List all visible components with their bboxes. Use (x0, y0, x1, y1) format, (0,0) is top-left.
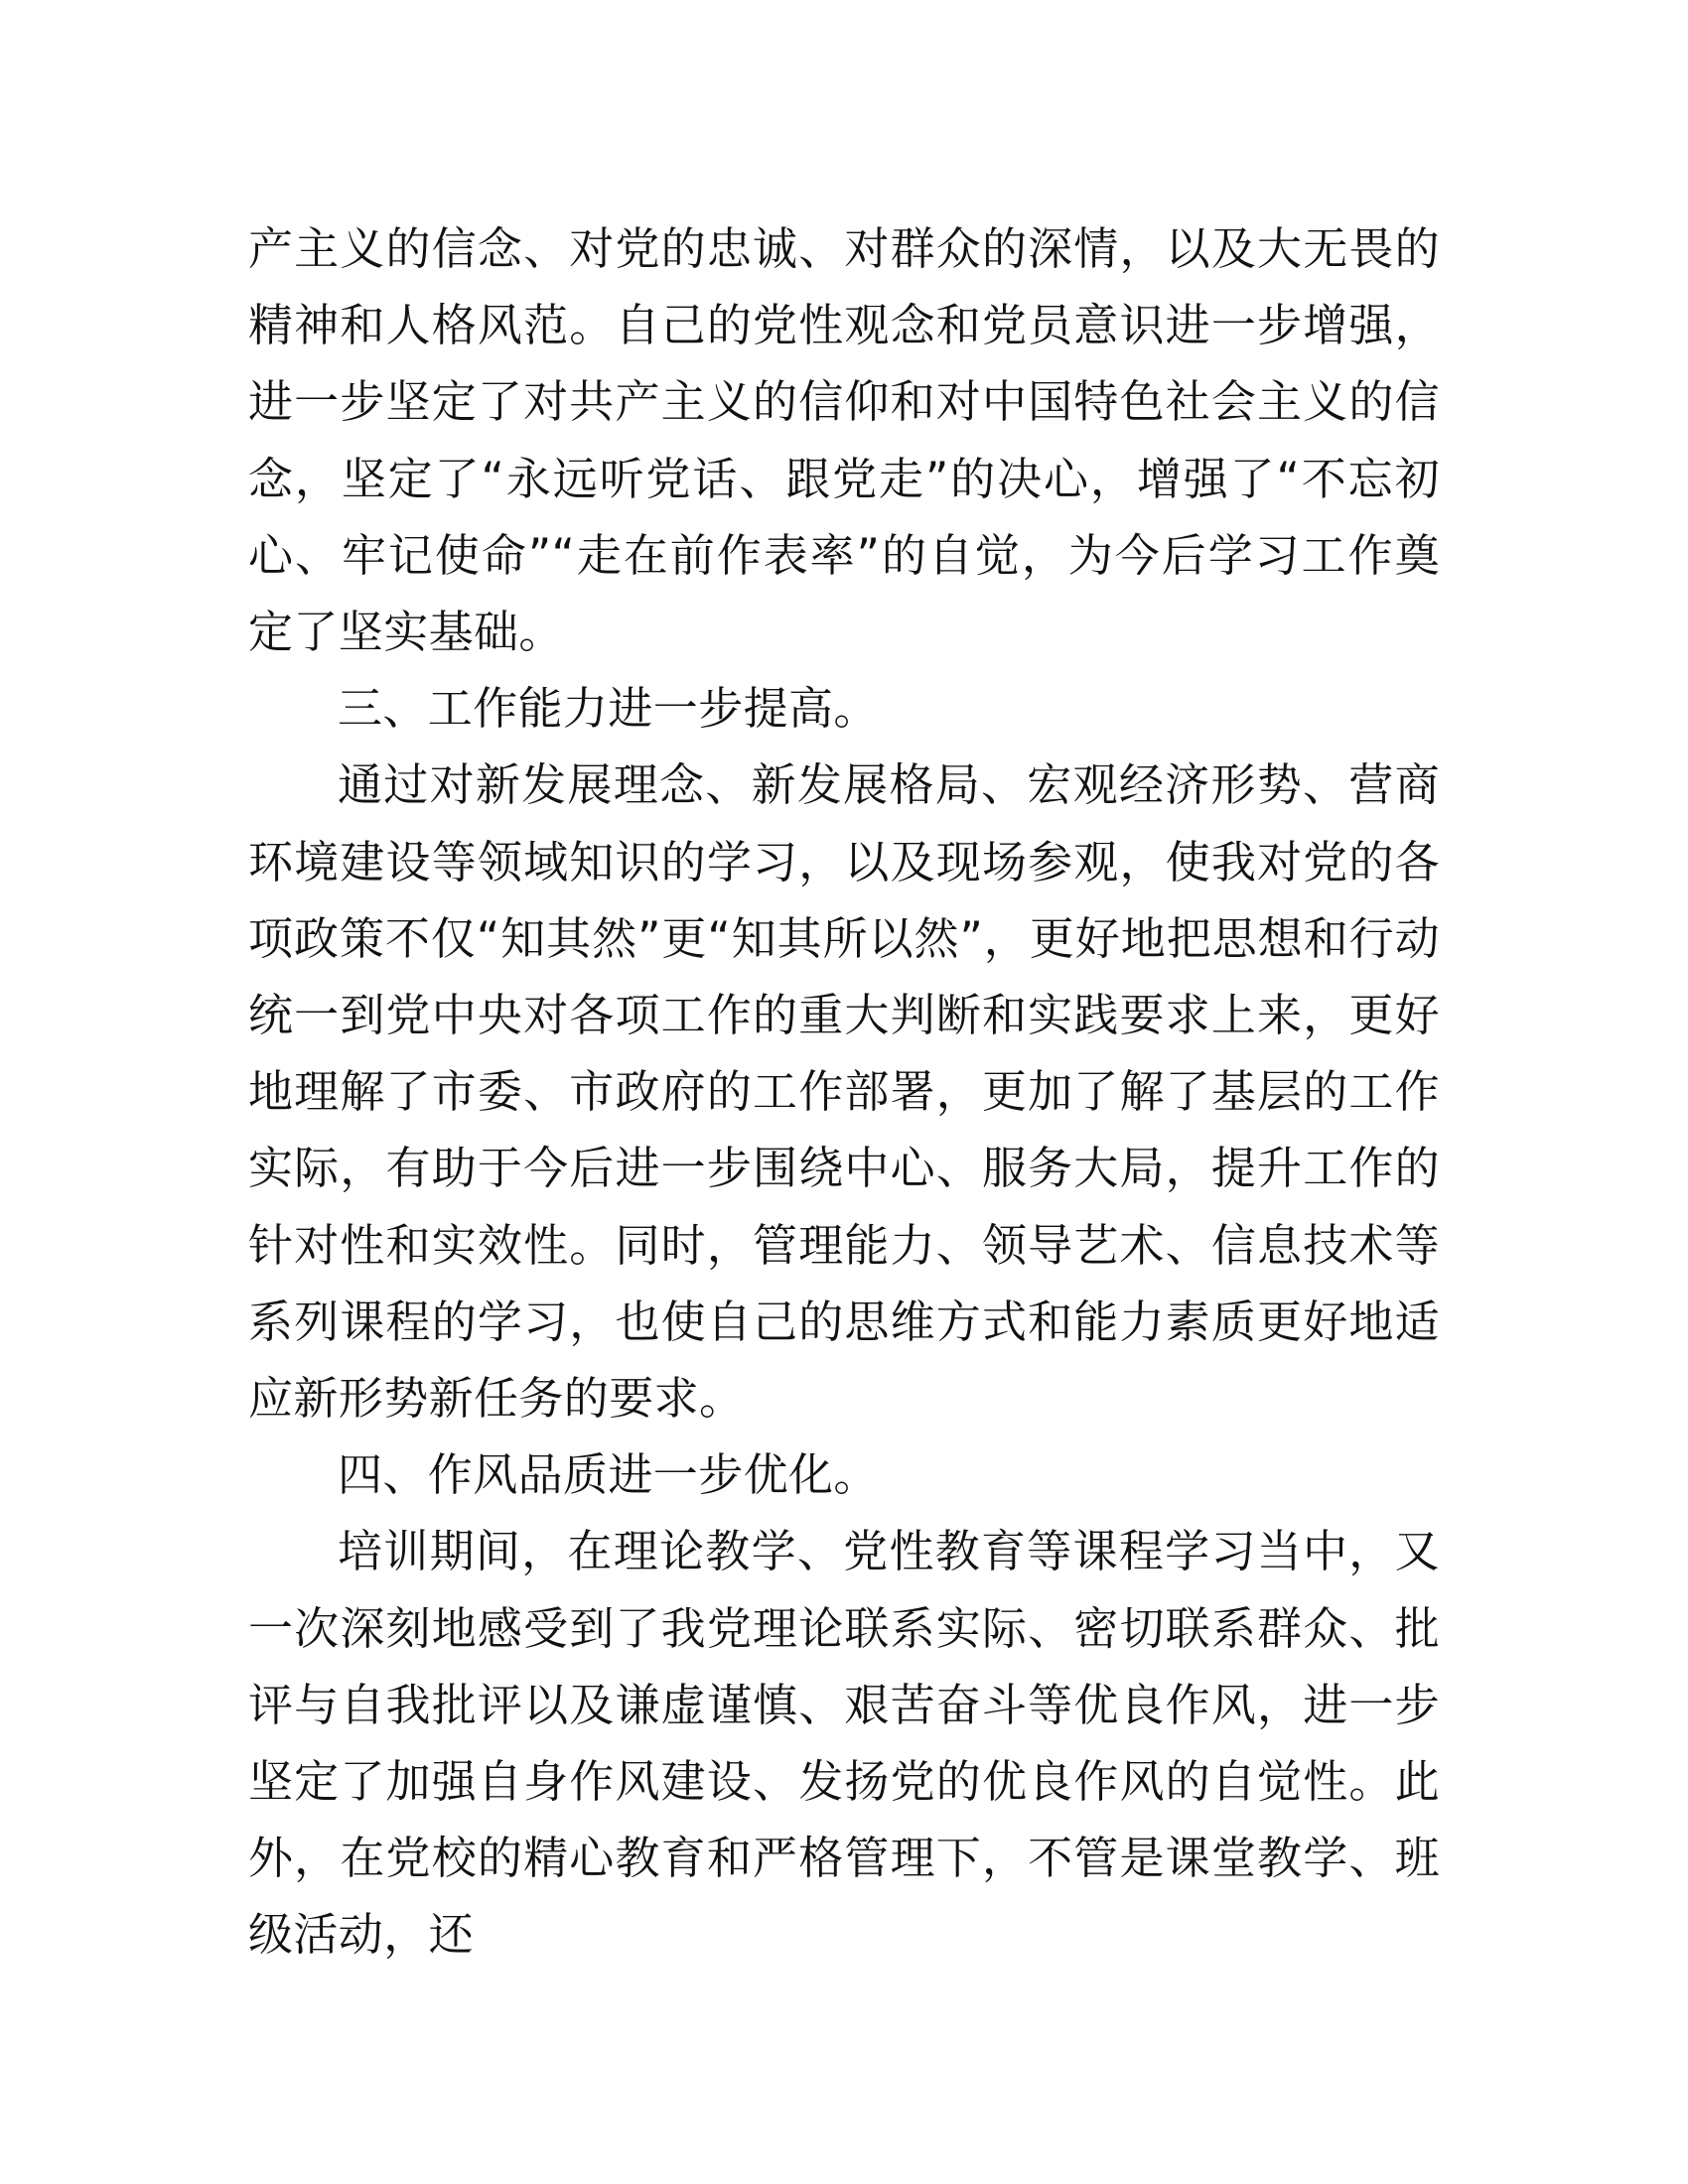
section-heading-4: 四、作风品质进一步优化。 (338, 1448, 879, 1502)
section-heading-3: 三、工作能力进一步提高。 (338, 682, 879, 736)
paragraph-work-style: 培训期间，在理论教学、党性教育等课程学习当中，又一次深刻地感受到了我党理论联系实际、密切联系群众、批评与自我批评以及谦虚谨慎、艰苦奋斗等优良作风，进一步坚定了加强自身作风建设、发扬党的优良作风的自觉性。此外，在党校的精心教育和严格管理下，不管是课堂教学、班级活动，还 (248, 1525, 1440, 1962)
paragraph-work-ability: 通过对新发展理念、新发展格局、宏观经济形势、营商环境建设等领域知识的学习，以及现场参观，使我对党的各项政策不仅“知其然”更“知其所以然”，更好地把思想和行动统一到党中央对各项工作的重大判断和实践要求上来，更好地理解了市委、市政府的工作部署，更加了解了基层的工作实际，有助于今后进一步围绕中心、服务大局，提升工作的针对性和实效性。同时，管理能力、领导艺术、信息技术等系列课程的学习，也使自己的思维方式和能力素质更好地适应新形势新任务的要求。 (248, 758, 1440, 1426)
paragraph-continuation: 产主义的信念、对党的忠诚、对群众的深情，以及大无畏的精神和人格风范。自己的党性观念和党员意识进一步增强，进一步坚定了对共产主义的信仰和对中国特色社会主义的信念，坚定了“永远听党话、跟党走”的决心，增强了“不忘初心、牢记使命”“走在前作表率”的自觉，为今后学习工作奠定了坚实基础。 (248, 222, 1440, 659)
document-body (248, 210, 1440, 1974)
